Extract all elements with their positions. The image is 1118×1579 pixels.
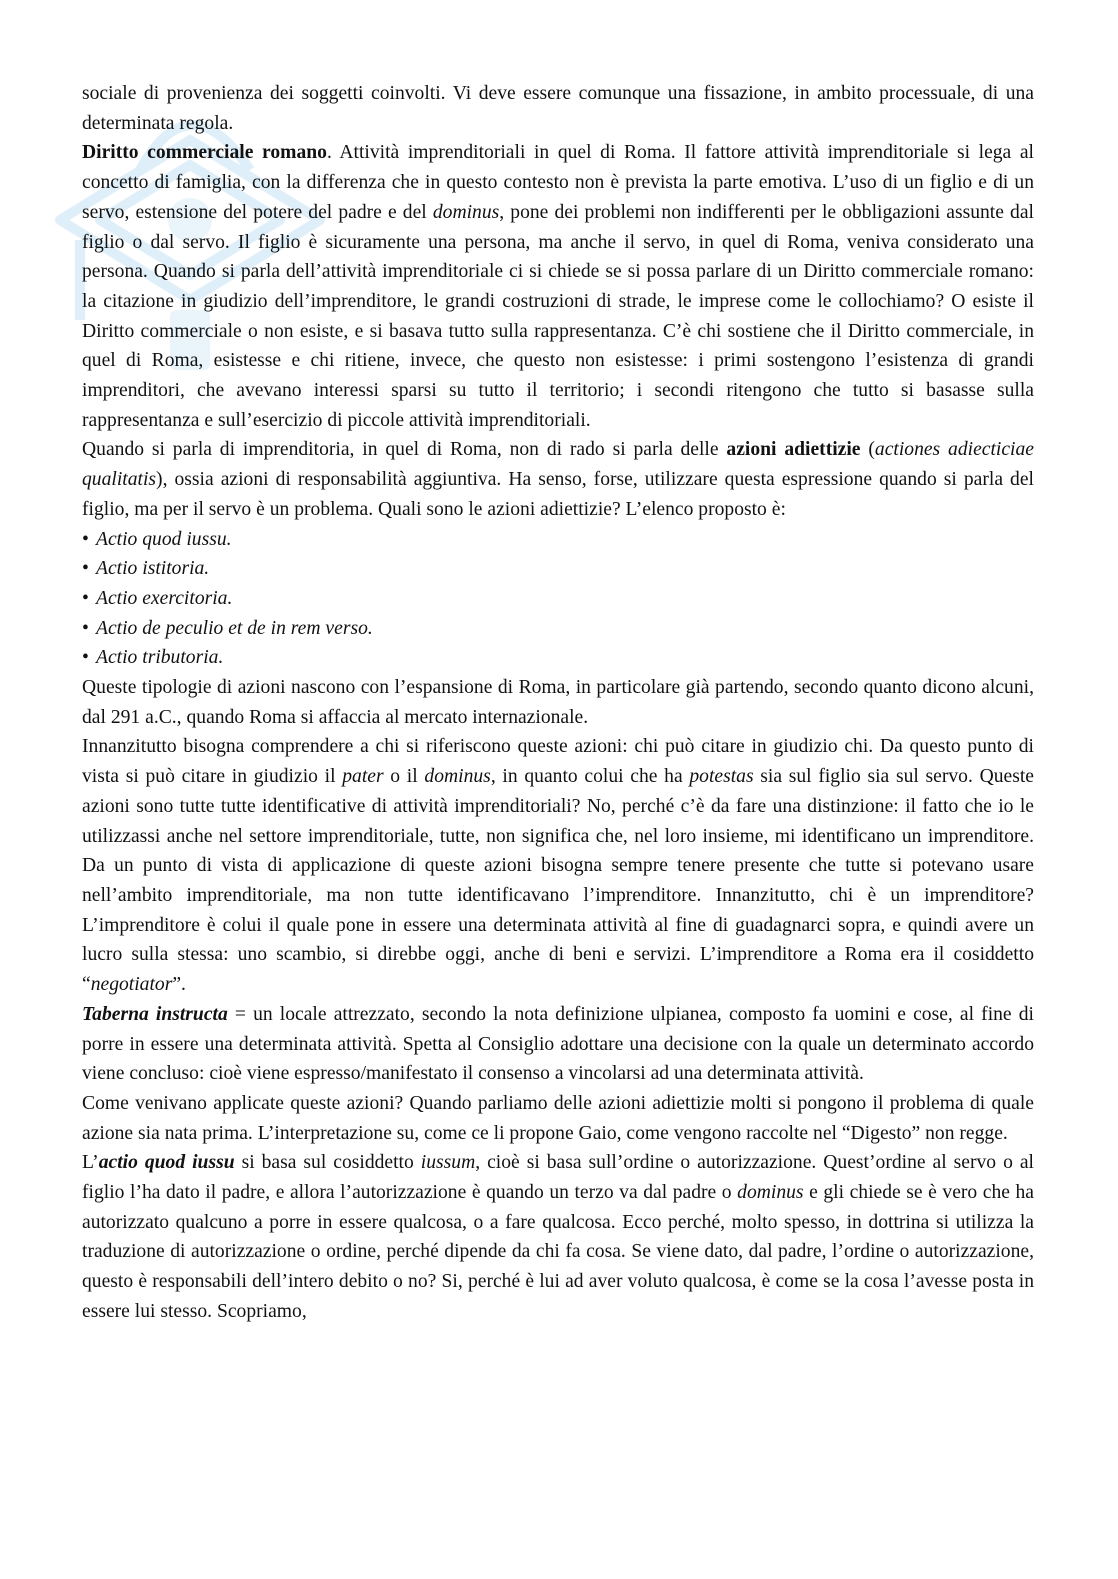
text-run: Queste tipologie di azioni nascono con l’espansione di Roma, in particolare già partendo, secondo quanto dicono alcuni, dal 291 a.C., quando Roma si affaccia al mercato internazionale. <box>82 677 1034 728</box>
list-item-text: Actio de peculio et de in rem verso. <box>96 617 373 639</box>
paragraph-p5 <box>82 1000 1034 1089</box>
list-item <box>82 525 1034 555</box>
list-item-text: Actio quod iussu. <box>96 528 232 550</box>
text-run: Come venivano applicate queste azioni? Quando parliamo delle azioni adiettizie molti si pongono il problema di quale azione sia nata prima. L’interpretazione su, come ce li propone Gaio, come vengono raccolte nel “Digesto” non regge. <box>82 1092 1034 1144</box>
paragraph-p4 <box>82 732 1034 999</box>
document-body <box>82 79 1034 1327</box>
bullet-icon: • <box>82 528 89 550</box>
text-run: , cioè si basa sull’ordine o autorizzazione. Quest’ordine al servo o al figlio l’ha dato il padre, e allora l’autorizzazione è quando un terzo va dal padre o <box>82 1152 1034 1204</box>
bullet-icon: • <box>82 617 89 639</box>
paragraph-p1 <box>82 138 1034 435</box>
emphasis-text: actiones adiecticiae qualitatis <box>82 439 1034 491</box>
bullet-icon: • <box>82 558 89 580</box>
text-run: , in quanto colui che ha <box>490 766 690 788</box>
paragraph-p0 <box>82 79 1034 138</box>
list-item-text: Actio istitoria. <box>96 558 210 580</box>
list-item-text: Actio exercitoria. <box>96 587 233 609</box>
emphasis-text: potestas <box>689 766 754 788</box>
text-run: sia sul figlio sia sul servo. Queste azioni sono tutte tutte identificative di attività imprenditoriali? No, perché c’è da fare una distinzione: il fatto che io le utilizzassi anche nel settore imprenditoriale, tutte, non significa che, nel loro insieme, mi identificano un imprenditore. Da un punto di vista di applicazione di queste azioni bisogna sempre tenere presente che tutte si potevano usare nell’ambito imprenditoriale, ma non tutte identificavano l’imprenditore. Innanzitutto, chi è un imprenditore? L’imprenditore è colui il quale pone in essere una determinata attività al fine di guadagnarci sopra, e quindi avere un lucro sulla stessa: uno scambio, si direbbe oggi, anche di beni e servizi. L’imprenditore a Roma era il cosiddetto “ <box>82 766 1034 996</box>
list-item <box>82 643 1034 673</box>
paragraphs-after-list <box>82 673 1034 1326</box>
bullet-icon: • <box>82 587 89 609</box>
text-run: e gli chiede se è vero che ha autorizzato qualcuno a porre in essere qualcosa, o a fare qualcosa. Ecco perché, molto spesso, in dottrina si utilizza la traduzione di autorizzazione o ordine, perché dipende da chi fa cosa. Se viene dato, dal padre, l’ordine o autorizzazione, questo è responsabili dell’intero debito o no? Si, perché è lui ad aver voluto qualcosa, è come se la cosa l’avesse posta in essere lui stesso. Scopriamo, <box>82 1182 1034 1322</box>
paragraph-p2 <box>82 435 1034 524</box>
text-run: ), ossia azioni di responsabilità aggiuntiva. Ha senso, forse, utilizzare questa espressione quando si parla del figlio, ma per il servo è un problema. Quali sono le azioni adiettizie? L’elenco proposto è: <box>82 469 1034 520</box>
text-run: = un locale attrezzato, secondo la nota definizione ulpianea, composto fa uomini e cose, al fine di porre in essere una determinata attività. Spetta al Consiglio adottare una decisione con la quale un determinato accordo viene concluso: cioè viene espresso/manifestato il consenso a vincolarsi ad una determinata attività. <box>82 1003 1034 1085</box>
text-run: ( <box>860 439 875 461</box>
text-run: . Attività imprenditoriali in quel di Roma. Il fattore attività imprenditoriale si lega al concetto di famiglia, con la differenza che in questo contesto non è prevista la parte emotiva. L’uso di un figlio e di un servo, estensione del potere del padre e del <box>82 142 1034 223</box>
emphasis-text: negotiator <box>90 974 173 996</box>
emphasis-text: dominus <box>424 766 491 788</box>
bullet-icon: • <box>82 647 89 669</box>
text-run: sociale di provenienza dei soggetti coinvolti. Vi deve essere comunque una fissazione, in ambito processuale, di una determinata regola. <box>82 83 1034 134</box>
emphasis-text: pater <box>342 766 384 788</box>
actions-list <box>82 525 1034 674</box>
paragraphs-before-list <box>82 79 1034 525</box>
list-item-text: Actio tributoria. <box>96 647 224 669</box>
text-run: Quando si parla di imprenditoria, in quel di Roma, non di rado si parla delle <box>82 439 727 461</box>
text-run: ”. <box>172 974 186 996</box>
paragraph-p7 <box>82 1148 1034 1326</box>
emphasis-text: dominus <box>432 201 500 223</box>
paragraph-p6 <box>82 1089 1034 1148</box>
emphasis-text: Diritto commerciale romano <box>82 142 327 164</box>
emphasis-text: azioni adiettizie <box>726 439 861 461</box>
list-item <box>82 584 1034 614</box>
text-run: , pone dei problemi non indifferenti per le obbligazioni assunte dal figlio o dal servo. Il figlio è sicuramente una persona, ma anche il servo, in quel di Roma, veniva considerato una persona. Quando si parla dell’attività imprenditoriale ci si chiede se si possa parlare di un Diritto commerciale romano: la citazione in giudizio dell’imprenditore, le grandi costruzioni di strade, le imprese come le collochiamo? O esiste il Diritto commerciale o non esiste, e si basava tutto sulla rappresentanza. C’è chi sostiene che il Diritto commerciale, in quel di Roma, esistesse e chi ritiene, invece, che questo non esistesse: i primi sostengono l’esistenza di grandi imprenditori, che avevano interessi sparsi su tutto il territorio; i secondi ritengono che tutto si basasse sulla rappresentanza e sull’esercizio di piccole attività imprenditoriali. <box>82 201 1034 431</box>
text-run: L’ <box>82 1152 99 1174</box>
text-run: si basa sul cosiddetto <box>234 1152 421 1174</box>
paragraph-p3 <box>82 673 1034 732</box>
emphasis-text: Taberna instructa <box>82 1003 228 1025</box>
list-item <box>82 614 1034 644</box>
emphasis-text: dominus <box>737 1182 804 1204</box>
text-run: o il <box>383 766 425 788</box>
emphasis-text: actio quod iussu <box>98 1152 235 1174</box>
text-run: Innanzitutto bisogna comprendere a chi si riferiscono queste azioni: chi può citare in giudizio chi. Da questo punto di vista si può citare in giudizio il <box>82 736 1034 788</box>
emphasis-text: iussum <box>420 1152 476 1174</box>
list-item <box>82 554 1034 584</box>
